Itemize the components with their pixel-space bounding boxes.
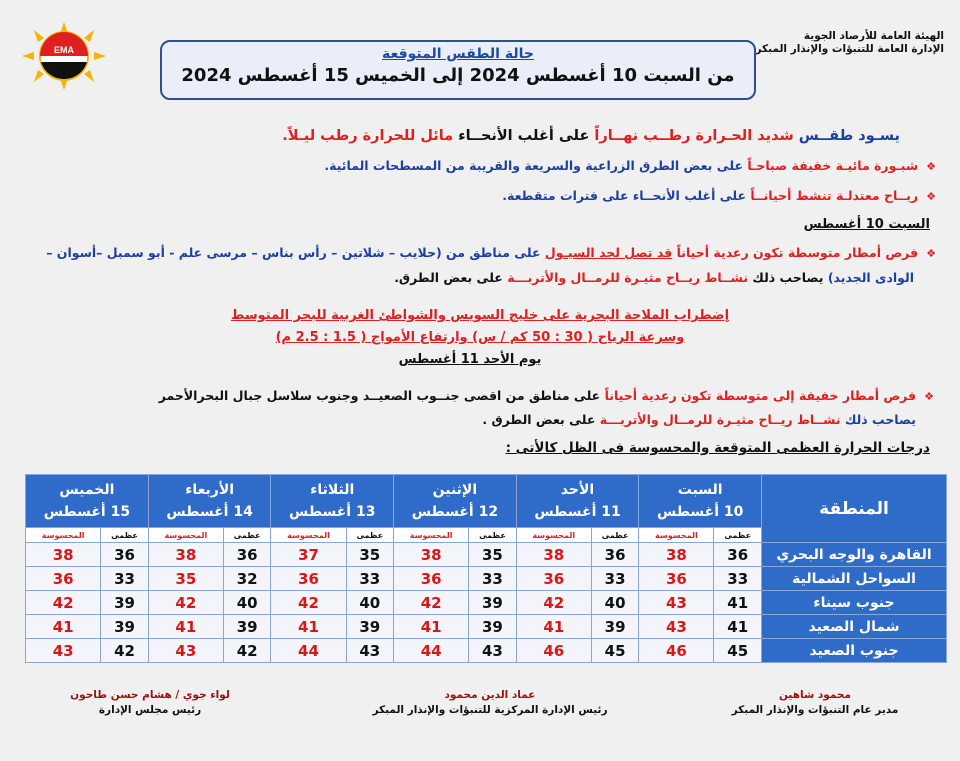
feel-temp-cell: 38 <box>148 543 223 567</box>
region-cell: شمال الصعيد <box>762 615 947 639</box>
day-date: 10 أغسطس <box>656 504 744 520</box>
max-temp-cell: 36 <box>223 543 271 567</box>
max-temp-cell: 36 <box>101 543 149 567</box>
title-date-range: من السبت 10 أغسطس 2024 إلى الخميس 15 أغسطس 2024 <box>181 65 735 86</box>
feel-temp-cell: 42 <box>516 591 591 615</box>
feel-label: المحسوسة <box>516 528 591 543</box>
max-label: عظمى <box>223 528 271 543</box>
feel-temp-cell: 37 <box>271 543 346 567</box>
table-row <box>26 615 947 639</box>
signature-2 <box>360 688 620 718</box>
max-temp-cell: 33 <box>101 567 149 591</box>
temperature-table <box>25 474 947 663</box>
day-name: الثلاثاء <box>310 482 355 498</box>
table-body <box>26 543 947 663</box>
sun-roads: على بعض الطرق . <box>482 412 600 427</box>
day-header <box>394 475 517 528</box>
day-date: 14 أغسطس <box>166 504 253 520</box>
feel-temp-cell: 41 <box>26 615 101 639</box>
table-row <box>26 567 947 591</box>
summary-part-c: على أغلب الأنحــاء <box>453 128 595 144</box>
sun-rain-areas: على مناطق من اقصى جنــوب الصعيــد وجنوب سلاسل جبال البحرالأحمر <box>158 388 605 403</box>
sat-roads: على بعض الطرق. <box>394 270 508 285</box>
max-temp-cell: 36 <box>714 543 762 567</box>
feel-temp-cell: 38 <box>26 543 101 567</box>
feel-label: المحسوسة <box>394 528 469 543</box>
sun-accompanied: يصاحب ذلك <box>840 412 916 427</box>
signature-title: رئيس الإدارة المركزية للتنبؤات والإنذار المبكر <box>372 704 608 716</box>
max-temp-cell: 42 <box>101 639 149 663</box>
feel-label: المحسوسة <box>271 528 346 543</box>
day-header <box>516 475 639 528</box>
max-temp-cell: 33 <box>346 567 394 591</box>
sunday-rain-line-1 <box>159 388 934 403</box>
summary-part-d: مائل للحرارة رطب ليـلاً. <box>282 128 454 144</box>
temperatures-heading: درجات الحرارة العظمى المتوقعة والمحسوسة فى الظل كالأتى : <box>505 440 930 456</box>
day-date: 15 أغسطس <box>43 504 131 520</box>
day-name: السبت <box>677 482 723 498</box>
bullet-fog-text: على بعض الطرق الزراعية والسريعة والقريبة من المسطحات المائية. <box>324 158 748 173</box>
day-date: 13 أغسطس <box>289 504 376 520</box>
bullet-wind-highlight: ريــاح معتدلـة تنشط أحيانــاً <box>750 188 919 203</box>
organization-header <box>756 30 944 56</box>
feel-label: المحسوسة <box>148 528 223 543</box>
signature-name: عماد الدين محمود <box>444 689 536 701</box>
sat-accompanied: يصاحب ذلك <box>748 270 824 285</box>
region-cell: السواحل الشمالية <box>762 567 947 591</box>
signature-1 <box>710 688 920 718</box>
bullet-wind <box>502 188 936 203</box>
region-column-header: المنطقة <box>762 475 947 543</box>
feel-temp-cell: 41 <box>148 615 223 639</box>
diamond-bullet-icon: ❖ <box>926 190 936 203</box>
feel-temp-cell: 42 <box>394 591 469 615</box>
feel-temp-cell: 41 <box>271 615 346 639</box>
signature-name: لواء جوي / هشام حسن طاحون <box>70 689 230 701</box>
table-row <box>26 543 947 567</box>
feel-temp-cell: 36 <box>639 567 714 591</box>
feel-temp-cell: 46 <box>516 639 591 663</box>
bullet-fog <box>324 158 936 173</box>
feel-temp-cell: 42 <box>26 591 101 615</box>
max-temp-cell: 39 <box>469 591 517 615</box>
bullet-wind-text: على أغلب الأنحــاء على فترات متقطعة. <box>502 188 751 203</box>
marine-warning-line-2: وسرعة الرياح ( 30 : 50 كم / س) وارتفاع الأمواج ( 1.5 : 2.5 م) <box>275 330 685 345</box>
org-line-2: الإدارة العامة للتنبؤات والإنذار المبكر <box>755 43 944 55</box>
signature-name: محمود شاهين <box>778 689 852 701</box>
max-temp-cell: 42 <box>223 639 271 663</box>
sunday-label: يوم الأحد 11 أغسطس <box>398 352 542 367</box>
diamond-bullet-icon: ❖ <box>926 160 936 173</box>
feel-temp-cell: 42 <box>271 591 346 615</box>
day-name: الأربعاء <box>185 482 235 498</box>
feel-temp-cell: 36 <box>516 567 591 591</box>
saturday-label: السبت 10 أغسطس <box>803 217 930 232</box>
signature-3 <box>50 688 250 718</box>
feel-temp-cell: 43 <box>148 639 223 663</box>
region-cell: جنوب الصعيد <box>762 639 947 663</box>
region-cell: جنوب سيناء <box>762 591 947 615</box>
table-header-row <box>26 475 947 528</box>
summary-line <box>282 128 900 144</box>
feel-temp-cell: 46 <box>639 639 714 663</box>
max-temp-cell: 33 <box>714 567 762 591</box>
signature-title: مدير عام التنبؤات والإنذار المبكر <box>731 704 899 716</box>
table-row <box>26 591 947 615</box>
table-row <box>26 639 947 663</box>
diamond-bullet-icon: ❖ <box>924 390 934 403</box>
summary-part-a: يسـود طقــس <box>793 128 900 144</box>
max-temp-cell: 33 <box>591 567 639 591</box>
max-temp-cell: 36 <box>591 543 639 567</box>
max-temp-cell: 39 <box>223 615 271 639</box>
feel-temp-cell: 36 <box>26 567 101 591</box>
sun-rain-a: فرص أمطار خفيفة إلى متوسطة تكون رعدية أحياناً <box>604 388 917 403</box>
feel-temp-cell: 38 <box>394 543 469 567</box>
sunday-rain-line-2 <box>482 412 916 427</box>
feel-temp-cell: 36 <box>271 567 346 591</box>
max-label: عظمى <box>346 528 394 543</box>
day-name: الأحد <box>560 482 595 498</box>
title-heading: حالة الطقس المتوقعة <box>382 46 534 62</box>
day-date: 12 أغسطس <box>411 504 499 520</box>
feel-temp-cell: 43 <box>639 615 714 639</box>
sun-dust-winds: نشــاط ريــاح مثيـرة للرمــال والأتربـــة <box>599 412 841 427</box>
max-temp-cell: 40 <box>591 591 639 615</box>
day-name: الخميس <box>59 482 115 498</box>
feel-temp-cell: 36 <box>394 567 469 591</box>
saturday-rain-line-1 <box>16 245 936 260</box>
max-temp-cell: 35 <box>346 543 394 567</box>
feel-label: المحسوسة <box>639 528 714 543</box>
feel-temp-cell: 35 <box>148 567 223 591</box>
sat-rain-areas: على مناطق من (حلايب – شلاتين – رأس بناس – مرسى علم - أبو سمبل –أسوان – <box>46 245 545 260</box>
saturday-rain-line-2 <box>394 270 914 285</box>
max-temp-cell: 41 <box>714 615 762 639</box>
feel-temp-cell: 38 <box>516 543 591 567</box>
diamond-bullet-icon: ❖ <box>926 247 936 260</box>
max-temp-cell: 39 <box>346 615 394 639</box>
max-temp-cell: 41 <box>714 591 762 615</box>
feel-temp-cell: 43 <box>26 639 101 663</box>
max-temp-cell: 40 <box>346 591 394 615</box>
svg-text:EMA: EMA <box>54 45 74 55</box>
max-temp-cell: 39 <box>101 615 149 639</box>
sat-rain-a: فرص أمطار متوسطة تكون رعدية أحياناً <box>672 245 919 260</box>
max-temp-cell: 32 <box>223 567 271 591</box>
feel-label: المحسوسة <box>26 528 101 543</box>
feel-temp-cell: 41 <box>516 615 591 639</box>
title-box <box>160 40 756 100</box>
ema-logo <box>22 22 106 90</box>
feel-temp-cell: 44 <box>394 639 469 663</box>
max-label: عظمى <box>714 528 762 543</box>
feel-temp-cell: 42 <box>148 591 223 615</box>
region-cell: القاهرة والوجه البحري <box>762 543 947 567</box>
feel-temp-cell: 41 <box>394 615 469 639</box>
max-temp-cell: 35 <box>469 543 517 567</box>
day-header <box>639 475 762 528</box>
sat-rain-floods: قد تصل لحد السيـول <box>544 245 673 260</box>
max-temp-cell: 43 <box>469 639 517 663</box>
max-temp-cell: 39 <box>591 615 639 639</box>
org-line-1: الهيئة العامة للأرصاد الجوية <box>803 30 944 42</box>
summary-part-b: شديد الحـرارة رطــب نهــاراً <box>594 128 794 144</box>
max-label: عظمى <box>591 528 639 543</box>
day-date: 11 أغسطس <box>534 504 621 520</box>
max-label: عظمى <box>469 528 517 543</box>
max-temp-cell: 45 <box>714 639 762 663</box>
bullet-fog-highlight: شبـورة مائيـة خفيفة صباحـاً <box>747 158 919 173</box>
sat-dust-winds: نشــاط ريــاح مثيـرة للرمــال والأتربـــة <box>507 270 749 285</box>
max-temp-cell: 39 <box>101 591 149 615</box>
day-header <box>271 475 394 528</box>
max-temp-cell: 43 <box>346 639 394 663</box>
day-name: الإثنين <box>432 482 478 498</box>
signature-title: رئيس مجلس الإدارة <box>98 704 202 716</box>
feel-temp-cell: 38 <box>639 543 714 567</box>
feel-temp-cell: 44 <box>271 639 346 663</box>
feel-temp-cell: 43 <box>639 591 714 615</box>
max-label: عظمى <box>101 528 149 543</box>
max-temp-cell: 40 <box>223 591 271 615</box>
max-temp-cell: 45 <box>591 639 639 663</box>
marine-warning-line-1: إضطراب الملاحة البحرية على خليج السويس والشواطئ الغربية للبحر المتوسط <box>230 308 730 323</box>
max-temp-cell: 39 <box>469 615 517 639</box>
day-header <box>148 475 271 528</box>
day-header <box>26 475 149 528</box>
max-temp-cell: 33 <box>469 567 517 591</box>
sat-rain-areas-end: الوادى الجديد) <box>823 270 914 285</box>
